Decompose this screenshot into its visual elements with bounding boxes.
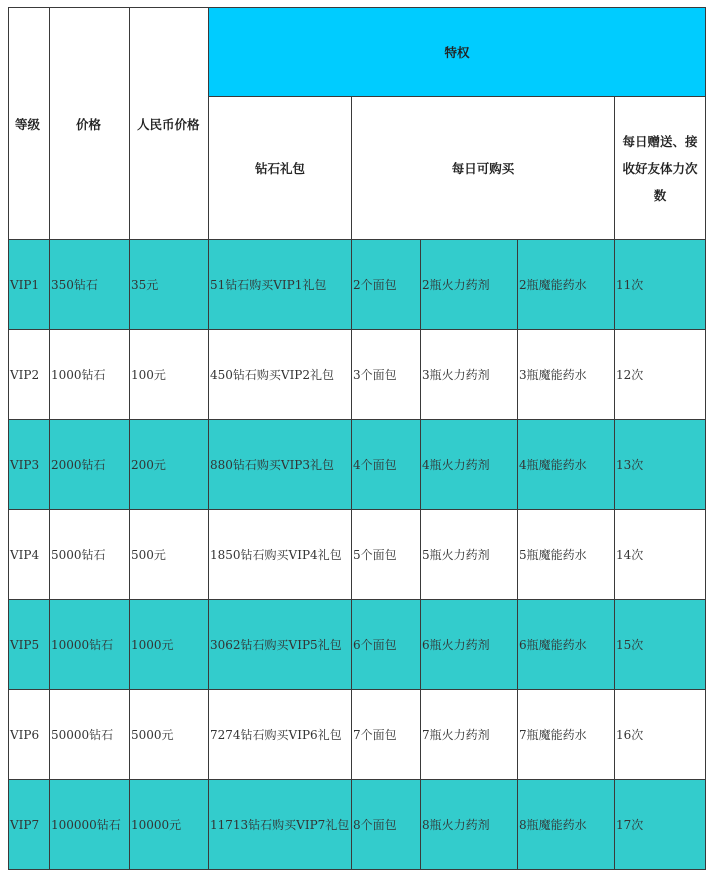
cell-rmb-price: 10000元 <box>130 780 209 870</box>
cell-stamina-count: 17次 <box>615 780 706 870</box>
cell-bread: 6个面包 <box>352 600 421 690</box>
header-row-top <box>9 8 706 97</box>
cell-bread: 7个面包 <box>352 690 421 780</box>
cell-stamina-count: 12次 <box>615 330 706 420</box>
header-price: 价格 <box>50 8 130 240</box>
table-row <box>9 420 706 510</box>
cell-price: 5000钻石 <box>50 510 130 600</box>
cell-rmb-price: 1000元 <box>130 600 209 690</box>
header-level: 等级 <box>9 8 50 240</box>
cell-level: VIP5 <box>9 600 50 690</box>
cell-fire-potion: 2瓶火力药剂 <box>421 240 518 330</box>
cell-rmb-price: 200元 <box>130 420 209 510</box>
cell-diamond-gift: 7274钻石购买VIP6礼包 <box>209 690 352 780</box>
header-rmb-price: 人民币价格 <box>130 8 209 240</box>
cell-bread: 3个面包 <box>352 330 421 420</box>
cell-bread: 4个面包 <box>352 420 421 510</box>
cell-stamina-count: 13次 <box>615 420 706 510</box>
cell-fire-potion: 5瓶火力药剂 <box>421 510 518 600</box>
cell-magic-potion: 8瓶魔能药水 <box>518 780 615 870</box>
cell-price: 100000钻石 <box>50 780 130 870</box>
cell-level: VIP4 <box>9 510 50 600</box>
cell-price: 10000钻石 <box>50 600 130 690</box>
cell-bread: 8个面包 <box>352 780 421 870</box>
cell-magic-potion: 6瓶魔能药水 <box>518 600 615 690</box>
cell-stamina-count: 16次 <box>615 690 706 780</box>
vip-privileges-table <box>8 7 706 870</box>
cell-magic-potion: 5瓶魔能药水 <box>518 510 615 600</box>
cell-rmb-price: 500元 <box>130 510 209 600</box>
table-body <box>9 240 706 870</box>
cell-price: 350钻石 <box>50 240 130 330</box>
header-diamond-gift: 钻石礼包 <box>209 97 352 240</box>
table-row <box>9 780 706 870</box>
cell-diamond-gift: 51钻石购买VIP1礼包 <box>209 240 352 330</box>
table-row <box>9 690 706 780</box>
cell-diamond-gift: 3062钻石购买VIP5礼包 <box>209 600 352 690</box>
cell-stamina-count: 14次 <box>615 510 706 600</box>
table-row <box>9 330 706 420</box>
header-privileges: 特权 <box>209 8 706 97</box>
cell-fire-potion: 4瓶火力药剂 <box>421 420 518 510</box>
cell-diamond-gift: 11713钻石购买VIP7礼包 <box>209 780 352 870</box>
cell-price: 1000钻石 <box>50 330 130 420</box>
cell-fire-potion: 3瓶火力药剂 <box>421 330 518 420</box>
header-daily-purchase: 每日可购买 <box>352 97 615 240</box>
cell-magic-potion: 7瓶魔能药水 <box>518 690 615 780</box>
table-row <box>9 510 706 600</box>
vip-table-wrapper <box>8 7 706 870</box>
cell-magic-potion: 3瓶魔能药水 <box>518 330 615 420</box>
cell-rmb-price: 100元 <box>130 330 209 420</box>
cell-magic-potion: 4瓶魔能药水 <box>518 420 615 510</box>
cell-rmb-price: 35元 <box>130 240 209 330</box>
cell-bread: 5个面包 <box>352 510 421 600</box>
cell-level: VIP2 <box>9 330 50 420</box>
cell-level: VIP7 <box>9 780 50 870</box>
cell-diamond-gift: 1850钻石购买VIP4礼包 <box>209 510 352 600</box>
cell-bread: 2个面包 <box>352 240 421 330</box>
cell-level: VIP1 <box>9 240 50 330</box>
cell-stamina-count: 11次 <box>615 240 706 330</box>
cell-price: 50000钻石 <box>50 690 130 780</box>
cell-diamond-gift: 880钻石购买VIP3礼包 <box>209 420 352 510</box>
cell-rmb-price: 5000元 <box>130 690 209 780</box>
table-row <box>9 600 706 690</box>
cell-diamond-gift: 450钻石购买VIP2礼包 <box>209 330 352 420</box>
cell-fire-potion: 7瓶火力药剂 <box>421 690 518 780</box>
cell-price: 2000钻石 <box>50 420 130 510</box>
header-daily-stamina-gift: 每日赠送、接收好友体力次数 <box>615 97 706 240</box>
cell-stamina-count: 15次 <box>615 600 706 690</box>
table-row <box>9 240 706 330</box>
table-header <box>9 8 706 240</box>
cell-fire-potion: 6瓶火力药剂 <box>421 600 518 690</box>
cell-level: VIP6 <box>9 690 50 780</box>
cell-level: VIP3 <box>9 420 50 510</box>
cell-magic-potion: 2瓶魔能药水 <box>518 240 615 330</box>
cell-fire-potion: 8瓶火力药剂 <box>421 780 518 870</box>
